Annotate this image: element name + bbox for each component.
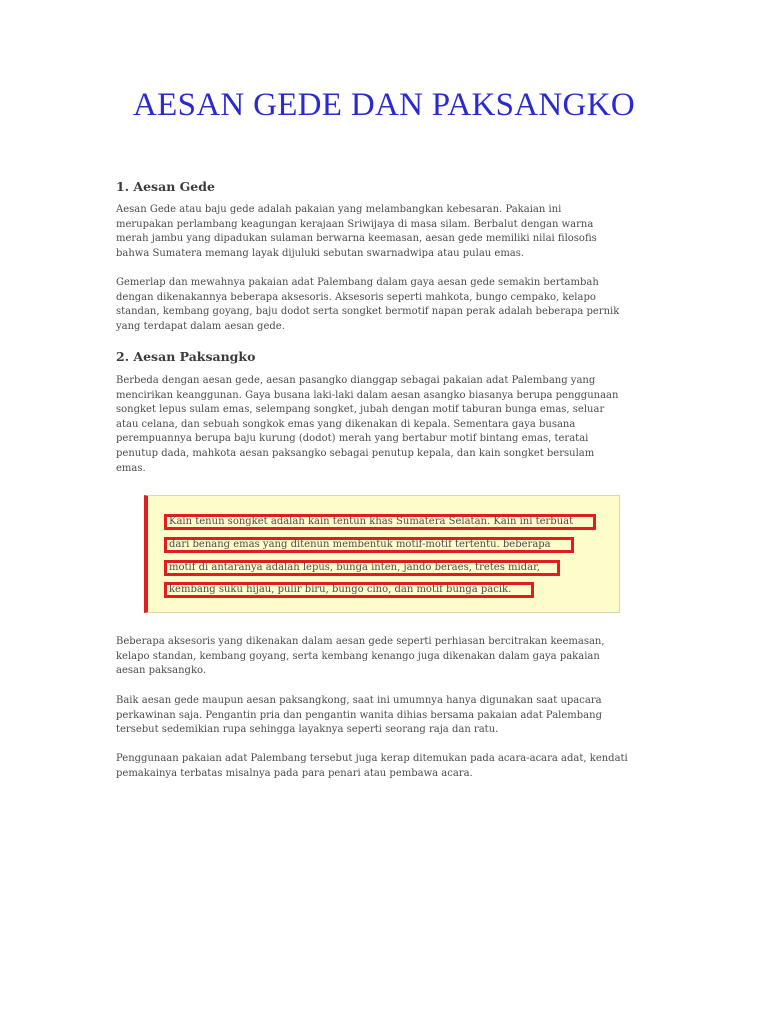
paragraph-aesan-gede-intro: [116, 203, 656, 261]
highlighted-quote-line: motif di antaranya adalah lepus, bunga inten, jando beraes, tretes midar,: [164, 560, 560, 576]
highlighted-quote-line: dari benang emas yang ditenun membentuk motif-motif tertentu. beberapa: [164, 537, 574, 553]
paragraph-aesan-paksangko: [116, 374, 656, 476]
text-line: penutup dada, mahkota aesan paksangko sebagai penutup kepala, dan kain songket bersulam: [116, 447, 595, 459]
text-line: tersebut sedemikian rupa sehingga layaknya seperti seorang raja dan ratu.: [116, 724, 499, 736]
text-line: merah jambu yang dipadukan sulaman berwarna keemasan, aesan gede memiliki nilai filosofis: [116, 233, 597, 245]
paragraph-aesan-gede-accessories: [116, 276, 656, 334]
text-line: kelapo standan, kembang goyang, serta kembang kenango juga dikenakan dalam gaya pakaian: [116, 650, 600, 662]
text-line: Beberapa aksesoris yang dikenakan dalam aesan gede seperti perhiasan bercitrakan keemasan,: [116, 636, 605, 647]
text-line: Penggunaan pakaian adat Palembang tersebut juga kerap ditemukan pada acara-acara adat, kendati: [116, 753, 628, 764]
text-line: Berbeda dengan aesan gede, aesan pasangko dianggap sebagai pakaian adat Palembang yang: [116, 375, 596, 386]
highlighted-quote-line: kembang suku hijau, pulir biru, bungo cino, dan motif bunga pacik.: [164, 582, 534, 598]
text-line: perempuannya berupa baju kurung (dodot) merah yang bertabur motif bintang emas, teratai: [116, 433, 589, 445]
text-line: dengan dikenakannya beberapa aksesoris. Aksesoris seperti mahkota, bungo cempako, kelapo: [116, 291, 596, 303]
text-line: songket lepus sulam emas, selempang songket, jubah dengan motif taburan bunga emas, seluar: [116, 404, 605, 416]
text-line: standan, kembang goyang, baju dodot serta songket bermotif napan perak adalah beberapa pernik: [116, 306, 620, 318]
text-line: yang terdapat dalam aesan gede.: [116, 320, 285, 332]
text-line: Gemerlap dan mewahnya pakaian adat Palembang dalam gaya aesan gede semakin bertambah: [116, 277, 599, 288]
page-title: AESAN GEDE DAN PAKSANGKO: [133, 87, 635, 123]
paragraph-wedding-usage: [116, 694, 656, 738]
text-line: atau celana, dan sebuah songkok emas yang dikenakan di kepala. Sementara gaya busana: [116, 418, 576, 430]
text-line: perkawinan saja. Pengantin pria dan pengantin wanita dihias bersama pakaian adat Palembang: [116, 709, 602, 721]
paragraph-accessories: [116, 635, 656, 679]
text-line: bahwa Sumatera memang layak dijuluki sebutan swarnadwipa atau pulau emas.: [116, 247, 525, 259]
text-line: Aesan Gede atau baju gede adalah pakaian yang melambangkan kebesaran. Pakaian ini: [116, 204, 562, 215]
highlighted-quote-line: Kain tenun songket adalah kain tentun khas Sumatera Selatan. Kain ini terbuat: [164, 514, 596, 530]
text-line: emas.: [116, 462, 146, 474]
text-line: pemakainya terbatas misalnya pada para penari atau pembawa acara.: [116, 767, 473, 779]
section-heading-aesan-gede: 1. Aesan Gede: [116, 179, 215, 194]
paragraph-adat-usage: [116, 752, 656, 781]
text-line: aesan paksangko.: [116, 665, 207, 677]
text-line: Baik aesan gede maupun aesan paksangkong, saat ini umumnya hanya digunakan saat upacara: [116, 695, 602, 706]
text-line: mencirikan keanggunan. Gaya busana laki-laki dalam aesan asangko biasanya berupa penggunaan: [116, 389, 619, 401]
section-heading-aesan-paksangko: 2. Aesan Paksangko: [116, 349, 256, 364]
text-line: merupakan perlambang keagungan kerajaan Sriwijaya di masa silam. Berbalut dengan warna: [116, 218, 594, 230]
